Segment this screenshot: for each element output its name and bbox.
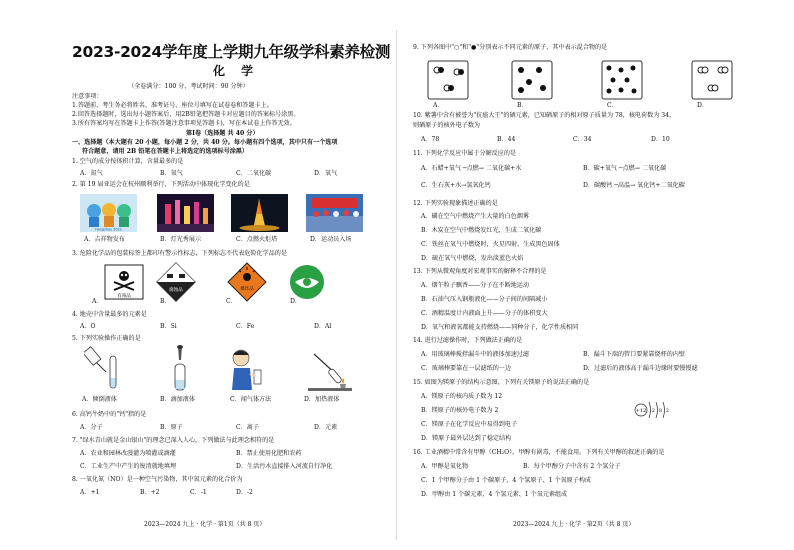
q4-option-b: B．Si: [160, 323, 177, 330]
notice-3: 3.所有答案均写在答题卡上作答(答题注意事项见答题卡)，写在本试卷上作答无效。: [72, 120, 296, 127]
q9-diagram-b: [511, 60, 553, 100]
q16-option-d: D．甲醇由 1 个碳元素、4 个氢元素、1 个氧元素组成: [421, 491, 568, 498]
question-15: 15. 如图为镁原子的结构示意图，下列有关镁原子的说法正确的是: [413, 379, 590, 386]
q3-option-b: B．: [160, 298, 171, 305]
question-2: 2. 第 19 届亚运会在杭州顺利举行，下列活动中体现化学变化的是: [72, 181, 250, 188]
q6-option-c: C．离子: [236, 424, 259, 431]
question-10-b: 则硒原子的核外电子数为: [413, 122, 481, 129]
q15-option-a: A．镁原子的核内质子数为 12: [421, 393, 503, 400]
q9-diagram-c: [601, 60, 643, 100]
drip-liquid-illustration: [160, 344, 200, 392]
q4-option-c: C．Fe: [236, 323, 255, 330]
q10-option-a: A．78: [421, 136, 440, 143]
q16-option-c: C．1 个甲醇分子由 1 个碳原子、4 个氢原子、1 个氧原子构成: [421, 477, 592, 484]
q2-option-b: B．灯光秀展示: [160, 236, 202, 243]
question-12: 12. 下列实验现象描述正确的是: [413, 200, 498, 207]
q5-option-a: A．倾倒液体: [82, 396, 117, 403]
q2-option-a: A．吉祥物发布: [84, 236, 125, 243]
q14-option-a: A．用玻璃棒搅拌漏斗中的液体加速过滤: [421, 351, 529, 358]
page-1-footer: 2023—2024 九上 · 化学 · 第1页（共 8 页）: [144, 521, 266, 528]
smell-gas-illustration: [226, 344, 272, 392]
question-10-a: 10. 紫薯中含有被誉为"抗癌大王"的硒元素，已知硒原子的相对原子质量为 78，核电荷数为 34，: [413, 112, 676, 119]
q8-option-a: A．+1: [80, 489, 100, 496]
q6-option-b: B．原子: [160, 424, 183, 431]
page-2-footer: 2023—2024 九上 · 化学 · 第2页（共 8 页）: [513, 521, 635, 528]
atom-nucleus-label: +12: [635, 408, 647, 414]
torch-tower-photo: [231, 194, 288, 232]
page-2: [397, 0, 794, 550]
q13-option-b: B．石油气压入钢瓶液化——分子间的间隔减小: [421, 296, 548, 303]
q2-option-c: C．点燃火炬塔: [236, 236, 278, 243]
q9-option-d: D．: [697, 102, 708, 109]
q1-option-c: C．二氧化碳: [236, 170, 272, 177]
q11-option-c: C．生石灰+水→氢氧化钙: [421, 182, 491, 189]
q12-option-a: A．磷在空气中燃烧产生大量的白色烟雾: [421, 213, 529, 220]
q12-option-c: C．铁丝在氧气中燃烧时，火星四射，生成黑色固体: [421, 241, 560, 248]
q6-option-a: A．分子: [80, 424, 103, 431]
question-6: 6. 高钙牛奶中的"钙"指的是: [72, 411, 147, 418]
q9-diagram-d: [691, 60, 733, 100]
question-16: 16. 工业酒精中常含有甲醇（CH₂O），甲醇有剧毒，不能食用。下列有关甲醇的叙述正确的是: [413, 449, 665, 456]
q5-option-d: D．加热液体: [304, 396, 340, 403]
q8-option-c: C．-1: [190, 489, 207, 496]
corrosive-sign-icon: [156, 262, 196, 302]
q11-option-d: D．碳酸钙 ─高温→ 氧化钙+二氧化碳: [583, 182, 685, 189]
explosive-sign-label: 爆炸品: [240, 287, 254, 292]
q10-option-d: D．10: [651, 136, 670, 143]
shell-1-electrons: 2: [652, 409, 655, 414]
question-14: 14. 进行过滤操作时，下列做法正确的是: [413, 337, 523, 344]
magnesium-atom-diagram: [633, 398, 673, 422]
question-7: 7. "绿水青山就是金山银山"的理念已深入人心，下列做法与此理念相符的是: [72, 437, 275, 444]
corrosive-sign-label: 腐蚀品: [169, 288, 183, 293]
q5-option-c: C．闻气体方法: [230, 396, 272, 403]
question-8: 8. 一氧化氮（NO）是一种空气污染物，其中氮元素的化合价为: [72, 476, 243, 483]
section-1-instructions-b: 符合题意，请用 2B 铅笔在答题卡上将选定的选项标号涂黑）: [82, 148, 248, 155]
q10-option-b: B．44: [497, 136, 516, 143]
pour-liquid-illustration: [84, 344, 134, 392]
shell-3-electrons: 2: [666, 409, 669, 414]
q3-option-d: D．: [290, 298, 301, 305]
q3-option-a: A．: [92, 298, 103, 305]
q7-option-c: C．工业生产中产生的废渣就地填埋: [80, 463, 177, 470]
q2-option-d: D．运动员入场: [310, 236, 352, 243]
notice-1: 1.答题前，考生务必将姓名、准考证号、座位号填写在试卷卷和答题卡上。: [72, 102, 273, 109]
score-info: （全卷满分：100 分，考试时间：90 分钟）: [128, 83, 249, 90]
q1-option-a: A．氮气: [80, 170, 103, 177]
q9-option-b: B．: [517, 102, 528, 109]
athletes-entry-photo: [306, 194, 363, 232]
notice-2: 2.回答选择题时，选出每小题答案后，用2B铅笔把答题卡对应题目的答案标号涂黑。: [72, 111, 300, 118]
toxic-sign-label: 有毒品: [117, 294, 131, 299]
question-4: 4. 地壳中含量最多的元素是: [72, 311, 147, 318]
q7-option-d: D．生活污水直接排入河流自行净化: [236, 463, 333, 470]
q7-option-a: A．农业和园林改漫灌为喷灌或滴灌: [80, 450, 176, 457]
question-3: 3. 危险化学品的包装标签上都印有警示性标志，下列标志不代表危险化学品的是: [72, 250, 287, 257]
mascot-photo: [80, 194, 137, 232]
q11-option-b: B．碳+氧气 ─点燃→ 二氧化碳: [583, 165, 667, 172]
q10-option-c: C．34: [573, 136, 592, 143]
light-show-photo: [157, 194, 214, 232]
toxic-sign-icon: [104, 264, 144, 300]
q4-option-a: A．O: [80, 323, 96, 330]
q14-option-d: D．过滤后的液体高于漏斗边缘时要慢慢滤: [583, 365, 698, 372]
q15-option-b: B．镁原子的核外电子数为 2: [421, 407, 499, 414]
part-1-heading: 第Ⅰ卷（选择题 共 40 分）: [186, 130, 259, 137]
q15-option-c: C．镁原子在化学反应中易得到电子: [421, 421, 518, 428]
shell-2-electrons: 8: [659, 409, 662, 414]
q9-diagram-a: [427, 60, 469, 100]
q7-option-b: B．禁止使用化肥和农药: [236, 450, 302, 457]
q14-option-c: C．玻璃棒要靠在一层滤纸的一边: [421, 365, 511, 372]
notice-title: 注意事项：: [72, 93, 103, 100]
q3-option-c: C．: [226, 298, 237, 305]
q13-option-c: C．酒精温度计内液面上升——分子的体积变大: [421, 310, 548, 317]
q16-option-b: B．每个甲醇分子中含有 2 个氢分子: [523, 463, 621, 470]
section-1-instructions-a: 一、选择题（本大题有 20 小题，每小题 2 分，共 40 分。每小题有四个选项，其中只有一个选项: [72, 139, 338, 146]
question-11: 11. 下列化学反应中属于分解反应的是: [413, 150, 517, 157]
q12-option-d: D．硫在氧气中燃烧，发出淡蓝色火焰: [421, 255, 524, 262]
q13-option-d: D．氧气和液氧都能支持燃烧——同种分子，化学性质相同: [421, 324, 579, 331]
q5-option-b: B．滴加液体: [160, 396, 195, 403]
q9-option-a: A．: [433, 102, 444, 109]
question-1: 1. 空气的成分按体积计算，含量最多的是: [72, 158, 184, 165]
q15-option-d: D．镁原子最外层达到了稳定结构: [421, 435, 512, 442]
exam-subject: 化 学: [213, 64, 260, 78]
explosive-sign-icon: [227, 262, 267, 302]
green-recycle-sign-icon: [289, 264, 325, 300]
exam-title: 2023-2024学年度上学期九年级学科素养检测: [72, 43, 391, 61]
q9-option-c: C．: [607, 102, 618, 109]
q1-option-d: D．氧气: [314, 170, 338, 177]
q8-option-b: B．+2: [140, 489, 160, 496]
q12-option-b: B．木炭在空气中燃烧发红光，生成二氧化碳: [421, 227, 542, 234]
q14-option-b: B．漏斗下端的管口要紧靠烧杯的内壁: [583, 351, 685, 358]
q8-option-d: D．-2: [236, 489, 253, 496]
q1-option-b: B．氧气: [160, 170, 183, 177]
question-13: 13. 下列从微观角度对宏观事实的解释不合理的是: [413, 268, 547, 275]
question-5: 5. 下列实验操作正确的是: [72, 335, 141, 342]
mascot-banner: Hangzhou 2022: [95, 227, 122, 232]
q11-option-a: A．石蜡+氧气 ─点燃→ 二氧化碳+水: [421, 165, 522, 172]
question-9: 9. 下列各图中"○"和"●"分别表示不同元素的原子，其中表示混合物的是: [413, 44, 608, 51]
q4-option-d: D．Al: [314, 323, 332, 330]
q6-option-d: D．元素: [314, 424, 338, 431]
q16-option-a: A．甲醇是氧化物: [421, 463, 469, 470]
q13-option-a: A．烟午粒子飘香——分子在不断地运动: [421, 282, 529, 289]
heat-liquid-illustration: [304, 344, 354, 392]
